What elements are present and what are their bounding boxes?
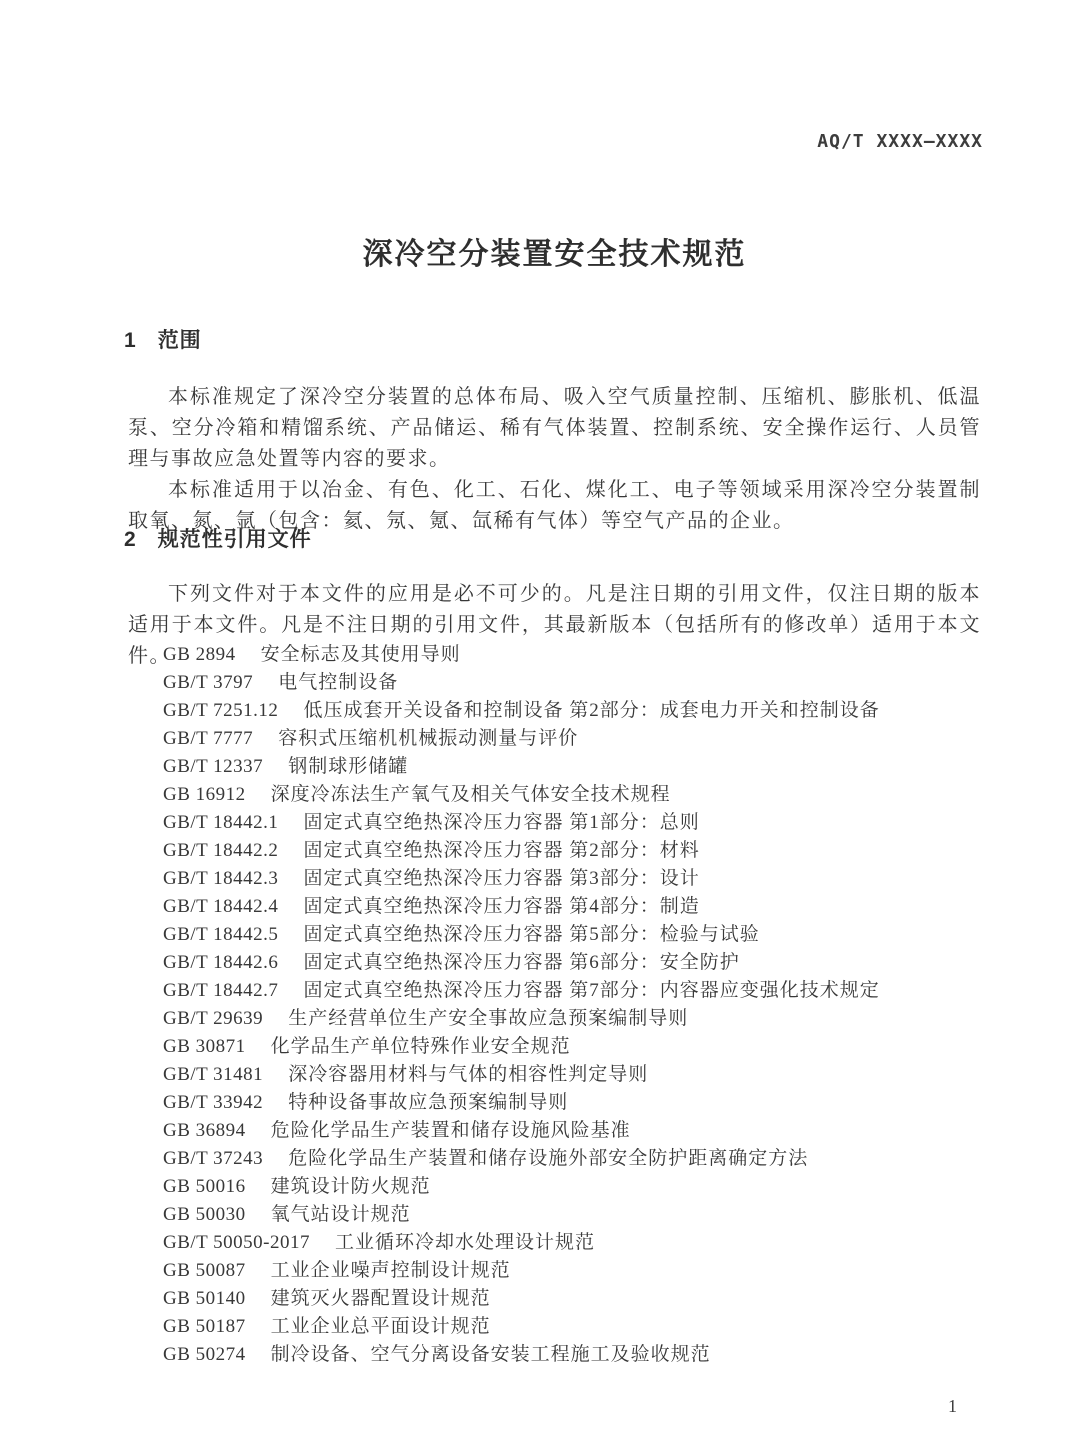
section-2-title: 规范性引用文件	[157, 528, 312, 551]
reference-item	[163, 641, 983, 669]
reference-title: 固定式真空绝热深冷压力容器 第3部分：设计	[303, 868, 700, 889]
reference-code: GB/T 7777	[163, 728, 254, 749]
reference-code: GB/T 18442.7	[163, 980, 279, 1001]
reference-code: GB 16912	[163, 784, 246, 805]
reference-code: GB/T 18442.3	[163, 868, 279, 889]
normative-references-list	[163, 641, 983, 1369]
reference-code: GB/T 12337	[163, 756, 264, 777]
section-2-heading	[124, 523, 312, 553]
reference-title: 危险化学品生产装置和储存设施风险基准	[270, 1120, 631, 1141]
reference-title: 工业循环冷却水处理设计规范	[335, 1232, 596, 1253]
reference-item	[163, 1061, 983, 1089]
reference-code: GB/T 50050-2017	[163, 1232, 311, 1253]
reference-title: 固定式真空绝热深冷压力容器 第4部分：制造	[303, 896, 700, 917]
reference-code: GB 36894	[163, 1120, 246, 1141]
scope-paragraph-1: 本标准规定了深冷空分装置的总体布局、吸入空气质量控制、压缩机、膨胀机、低温泵、空分冷箱和精馏系统、产品储运、稀有气体装置、控制系统、安全操作运行、人员管理与事故应急处置等内容的要求。	[128, 386, 981, 470]
reference-title: 工业企业总平面设计规范	[270, 1316, 491, 1337]
reference-item	[163, 725, 983, 753]
reference-title: 固定式真空绝热深冷压力容器 第6部分：安全防护	[303, 952, 740, 973]
reference-item	[163, 1117, 983, 1145]
section-1-heading	[124, 324, 202, 354]
reference-code: GB 30871	[163, 1036, 246, 1057]
reference-item	[163, 1033, 983, 1061]
reference-item	[163, 697, 983, 725]
document-title: 深冷空分装置安全技术规范	[362, 238, 747, 271]
reference-title: 固定式真空绝热深冷压力容器 第1部分：总则	[303, 812, 700, 833]
reference-code: GB/T 33942	[163, 1092, 264, 1113]
references-intro-paragraph: 下列文件对于本文件的应用是必不可少的。凡是注日期的引用文件，仅注日期的版本适用于本文件。凡是不注日期的引用文件，其最新版本（包括所有的修改单）适用于本文件。	[128, 583, 981, 667]
section-1-number: 1	[124, 329, 137, 352]
reference-item	[163, 1173, 983, 1201]
reference-item	[163, 1089, 983, 1117]
reference-title: 建筑灭火器配置设计规范	[270, 1288, 491, 1309]
reference-item	[163, 669, 983, 697]
reference-item	[163, 1341, 983, 1369]
reference-code: GB/T 31481	[163, 1064, 264, 1085]
reference-title: 化学品生产单位特殊作业安全规范	[270, 1036, 571, 1057]
reference-code: GB/T 18442.6	[163, 952, 279, 973]
reference-code: GB/T 18442.4	[163, 896, 279, 917]
reference-title: 工业企业噪声控制设计规范	[270, 1260, 511, 1281]
reference-code: GB 50187	[163, 1316, 246, 1337]
reference-title: 固定式真空绝热深冷压力容器 第2部分：材料	[303, 840, 700, 861]
reference-code: GB/T 18442.2	[163, 840, 279, 861]
reference-code: GB/T 37243	[163, 1148, 264, 1169]
reference-title: 生产经营单位生产安全事故应急预案编制导则	[288, 1008, 689, 1029]
reference-item	[163, 837, 983, 865]
reference-title: 低压成套开关设备和控制设备 第2部分：成套电力开关和控制设备	[303, 700, 880, 721]
reference-title: 建筑设计防火规范	[270, 1176, 431, 1197]
reference-item	[163, 893, 983, 921]
standard-code-header: AQ/T XXXX—XXXX	[817, 131, 983, 152]
reference-item	[163, 977, 983, 1005]
page-number: 1	[948, 1396, 957, 1416]
reference-code: GB 50016	[163, 1176, 246, 1197]
reference-code: GB/T 29639	[163, 1008, 264, 1029]
reference-code: GB/T 7251.12	[163, 700, 279, 721]
reference-title: 深度冷冻法生产氧气及相关气体安全技术规程	[270, 784, 671, 805]
reference-code: GB 50087	[163, 1260, 246, 1281]
reference-item	[163, 1145, 983, 1173]
reference-title: 钢制球形储罐	[288, 756, 409, 777]
reference-title: 氧气站设计规范	[270, 1204, 411, 1225]
reference-item	[163, 1257, 983, 1285]
reference-item	[163, 1285, 983, 1313]
reference-item	[163, 865, 983, 893]
reference-code: GB 50274	[163, 1344, 246, 1365]
reference-code: GB 50030	[163, 1204, 246, 1225]
section-2-number: 2	[124, 528, 137, 551]
reference-item	[163, 949, 983, 977]
reference-item	[163, 781, 983, 809]
reference-title: 固定式真空绝热深冷压力容器 第5部分：检验与试验	[303, 924, 760, 945]
reference-item	[163, 921, 983, 949]
reference-item	[163, 1201, 983, 1229]
reference-item	[163, 753, 983, 781]
reference-title: 安全标志及其使用导则	[260, 644, 461, 665]
reference-item	[163, 809, 983, 837]
section-1-title: 范围	[157, 329, 202, 352]
scope-paragraph-2: 本标准适用于以冶金、有色、化工、石化、煤化工、电子等领域采用深冷空分装置制取氧、氮、氩（包含：氦、氖、氪、氙稀有气体）等空气产品的企业。	[128, 479, 981, 532]
reference-title: 制冷设备、空气分离设备安装工程施工及验收规范	[270, 1344, 711, 1365]
reference-title: 固定式真空绝热深冷压力容器 第7部分：内容器应变强化技术规定	[303, 980, 880, 1001]
reference-title: 容积式压缩机机械振动测量与评价	[278, 728, 579, 749]
reference-code: GB/T 18442.5	[163, 924, 279, 945]
reference-code: GB 50140	[163, 1288, 246, 1309]
reference-code: GB/T 3797	[163, 672, 254, 693]
reference-title: 深冷容器用材料与气体的相容性判定导则	[288, 1064, 649, 1085]
reference-item	[163, 1229, 983, 1257]
reference-code: GB 2894	[163, 644, 236, 665]
reference-code: GB/T 18442.1	[163, 812, 279, 833]
reference-title: 危险化学品生产装置和储存设施外部安全防护距离确定方法	[288, 1148, 809, 1169]
reference-item	[163, 1313, 983, 1341]
reference-title: 特种设备事故应急预案编制导则	[288, 1092, 569, 1113]
reference-item	[163, 1005, 983, 1033]
reference-title: 电气控制设备	[278, 672, 399, 693]
section-1-body	[128, 382, 981, 537]
